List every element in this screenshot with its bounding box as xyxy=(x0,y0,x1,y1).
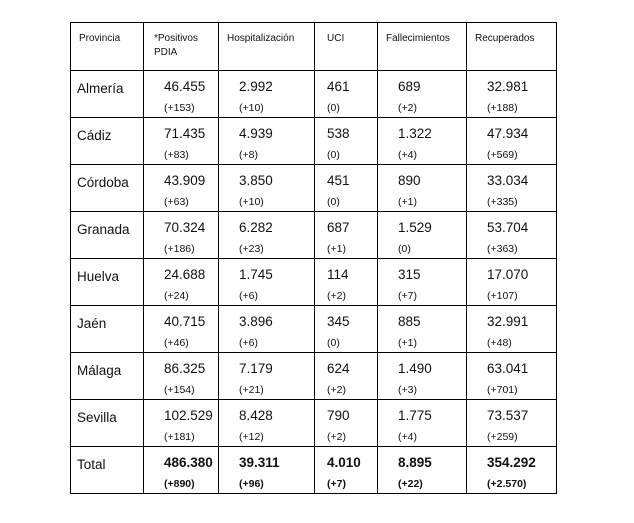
uci-delta: (0) xyxy=(327,337,340,349)
fallecimientos-value: 1.322 xyxy=(398,126,432,141)
table-row xyxy=(71,353,557,400)
fallecimientos-value: 1.529 xyxy=(398,220,432,235)
fallecimientos-value: 885 xyxy=(398,314,421,329)
uci-delta: (+2) xyxy=(327,384,346,396)
cell-fallecimientos xyxy=(378,259,467,306)
positivos-delta: (+83) xyxy=(164,149,189,161)
hospitalizacion-delta: (+23) xyxy=(239,243,264,255)
hospitalizacion-delta: (+6) xyxy=(239,290,258,302)
hospitalizacion-delta: (+10) xyxy=(239,102,264,114)
cell-recuperados xyxy=(467,306,557,353)
cell-recuperados xyxy=(467,400,557,447)
recuperados-delta: (+188) xyxy=(487,102,518,114)
recuperados-delta: (+107) xyxy=(487,290,518,302)
cell-provincia: Málaga xyxy=(71,353,144,400)
fallecimientos-delta: (+4) xyxy=(398,149,417,161)
hospitalizacion-value: 1.745 xyxy=(239,267,273,282)
recuperados-value: 17.070 xyxy=(487,267,529,282)
recuperados-delta: (+701) xyxy=(487,384,518,396)
fallecimientos-value: 1.490 xyxy=(398,361,432,376)
header-uci: UCI xyxy=(315,23,378,71)
uci-delta: (+2) xyxy=(327,431,346,443)
cell-provincia: Cádiz xyxy=(71,118,144,165)
fallecimientos-value: 315 xyxy=(398,267,421,282)
hospitalizacion-value: 3.850 xyxy=(239,173,273,188)
cell-positivos xyxy=(144,259,219,306)
recuperados-delta: (+2.570) xyxy=(487,478,527,490)
table-row xyxy=(71,118,557,165)
positivos-value: 43.909 xyxy=(164,173,206,188)
table-row xyxy=(71,259,557,306)
table-row xyxy=(71,71,557,118)
cell-recuperados xyxy=(467,212,557,259)
cell-recuperados xyxy=(467,353,557,400)
header-fallecimientos: Fallecimientos xyxy=(378,23,467,71)
fallecimientos-delta: (+3) xyxy=(398,384,417,396)
cell-provincia: Huelva xyxy=(71,259,144,306)
recuperados-value: 63.041 xyxy=(487,361,529,376)
recuperados-delta: (+259) xyxy=(487,431,518,443)
fallecimientos-value: 689 xyxy=(398,79,421,94)
cell-uci xyxy=(315,259,378,306)
uci-value: 114 xyxy=(327,267,349,282)
uci-value: 461 xyxy=(327,79,350,94)
cell-positivos xyxy=(144,165,219,212)
covid-andalucia-table-container xyxy=(70,22,556,494)
positivos-delta: (+24) xyxy=(164,290,189,302)
cell-recuperados xyxy=(467,165,557,212)
cell-hospitalizacion xyxy=(219,118,315,165)
table-row xyxy=(71,165,557,212)
fallecimientos-delta: (0) xyxy=(398,243,411,255)
hospitalizacion-delta: (+21) xyxy=(239,384,264,396)
positivos-delta: (+181) xyxy=(164,431,195,443)
fallecimientos-delta: (+4) xyxy=(398,431,417,443)
recuperados-delta: (+48) xyxy=(487,337,512,349)
hospitalizacion-delta: (+8) xyxy=(239,149,258,161)
cell-fallecimientos xyxy=(378,353,467,400)
table-row xyxy=(71,400,557,447)
cell-positivos xyxy=(144,306,219,353)
hospitalizacion-value: 7.179 xyxy=(239,361,273,376)
cell-fallecimientos xyxy=(378,306,467,353)
recuperados-value: 32.991 xyxy=(487,314,529,329)
cell-fallecimientos xyxy=(378,212,467,259)
hospitalizacion-delta: (+6) xyxy=(239,337,258,349)
cell-provincia: Almería xyxy=(71,71,144,118)
hospitalizacion-delta: (+12) xyxy=(239,431,264,443)
cell-provincia: Córdoba xyxy=(71,165,144,212)
uci-delta: (0) xyxy=(327,149,340,161)
cell-hospitalizacion xyxy=(219,259,315,306)
fallecimientos-delta: (+22) xyxy=(398,478,423,490)
header-hospitalizacion: Hospitalización xyxy=(219,23,315,71)
header-positivos: *Positivos PDIA xyxy=(144,23,219,71)
fallecimientos-value: 8.895 xyxy=(398,455,432,470)
positivos-delta: (+153) xyxy=(164,102,195,114)
cell-fallecimientos xyxy=(378,400,467,447)
header-provincia: Provincia xyxy=(71,23,144,71)
recuperados-delta: (+569) xyxy=(487,149,518,161)
header-recuperados: Recuperados xyxy=(467,23,557,71)
cell-positivos xyxy=(144,71,219,118)
cell-positivos xyxy=(144,447,219,494)
uci-delta: (+1) xyxy=(327,243,346,255)
recuperados-value: 47.934 xyxy=(487,126,529,141)
positivos-delta: (+46) xyxy=(164,337,189,349)
table-row xyxy=(71,212,557,259)
cell-hospitalizacion xyxy=(219,447,315,494)
fallecimientos-value: 890 xyxy=(398,173,421,188)
cell-hospitalizacion xyxy=(219,212,315,259)
positivos-delta: (+63) xyxy=(164,196,189,208)
cell-uci xyxy=(315,212,378,259)
uci-value: 4.010 xyxy=(327,455,361,470)
uci-value: 345 xyxy=(327,314,350,329)
recuperados-value: 354.292 xyxy=(487,455,536,470)
cell-recuperados xyxy=(467,71,557,118)
positivos-value: 70.324 xyxy=(164,220,206,235)
uci-value: 687 xyxy=(327,220,350,235)
table-body xyxy=(71,71,557,494)
fallecimientos-value: 1.775 xyxy=(398,408,432,423)
fallecimientos-delta: (+7) xyxy=(398,290,417,302)
positivos-value: 71.435 xyxy=(164,126,206,141)
positivos-value: 46.455 xyxy=(164,79,206,94)
cell-provincia: Total xyxy=(71,447,144,494)
positivos-delta: (+890) xyxy=(164,478,195,490)
cell-positivos xyxy=(144,212,219,259)
recuperados-delta: (+335) xyxy=(487,196,518,208)
cell-uci xyxy=(315,353,378,400)
positivos-value: 24.688 xyxy=(164,267,206,282)
uci-value: 790 xyxy=(327,408,350,423)
hospitalizacion-delta: (+96) xyxy=(239,478,264,490)
covid-andalucia-table xyxy=(70,22,557,494)
uci-value: 538 xyxy=(327,126,350,141)
hospitalizacion-value: 8.428 xyxy=(239,408,273,423)
cell-fallecimientos xyxy=(378,71,467,118)
table-row xyxy=(71,306,557,353)
hospitalizacion-value: 3.896 xyxy=(239,314,273,329)
cell-fallecimientos xyxy=(378,118,467,165)
fallecimientos-delta: (+2) xyxy=(398,102,417,114)
cell-uci xyxy=(315,118,378,165)
positivos-value: 102.529 xyxy=(164,408,213,423)
fallecimientos-delta: (+1) xyxy=(398,337,417,349)
cell-provincia: Sevilla xyxy=(71,400,144,447)
uci-delta: (0) xyxy=(327,196,340,208)
cell-recuperados xyxy=(467,118,557,165)
cell-fallecimientos xyxy=(378,447,467,494)
cell-provincia: Jaén xyxy=(71,306,144,353)
cell-recuperados xyxy=(467,447,557,494)
positivos-value: 86.325 xyxy=(164,361,206,376)
cell-fallecimientos xyxy=(378,165,467,212)
uci-delta: (0) xyxy=(327,102,340,114)
hospitalizacion-value: 39.311 xyxy=(239,455,280,470)
cell-positivos xyxy=(144,118,219,165)
hospitalizacion-delta: (+10) xyxy=(239,196,264,208)
positivos-value: 486.380 xyxy=(164,455,213,470)
recuperados-value: 53.704 xyxy=(487,220,529,235)
hospitalizacion-value: 2.992 xyxy=(239,79,273,94)
positivos-delta: (+186) xyxy=(164,243,195,255)
cell-uci xyxy=(315,447,378,494)
positivos-value: 40.715 xyxy=(164,314,206,329)
recuperados-delta: (+363) xyxy=(487,243,518,255)
recuperados-value: 73.537 xyxy=(487,408,529,423)
cell-hospitalizacion xyxy=(219,165,315,212)
header-row xyxy=(71,23,557,71)
uci-delta: (+2) xyxy=(327,290,346,302)
hospitalizacion-value: 4.939 xyxy=(239,126,273,141)
positivos-delta: (+154) xyxy=(164,384,195,396)
cell-uci xyxy=(315,400,378,447)
cell-hospitalizacion xyxy=(219,353,315,400)
cell-positivos xyxy=(144,353,219,400)
cell-hospitalizacion xyxy=(219,306,315,353)
fallecimientos-delta: (+1) xyxy=(398,196,417,208)
hospitalizacion-value: 6.282 xyxy=(239,220,273,235)
uci-value: 624 xyxy=(327,361,350,376)
uci-delta: (+7) xyxy=(327,478,346,490)
recuperados-value: 33.034 xyxy=(487,173,529,188)
uci-value: 451 xyxy=(327,173,350,188)
total-row xyxy=(71,447,557,494)
cell-uci xyxy=(315,306,378,353)
cell-recuperados xyxy=(467,259,557,306)
cell-uci xyxy=(315,71,378,118)
cell-hospitalizacion xyxy=(219,400,315,447)
cell-uci xyxy=(315,165,378,212)
cell-provincia: Granada xyxy=(71,212,144,259)
recuperados-value: 32.981 xyxy=(487,79,529,94)
cell-positivos xyxy=(144,400,219,447)
cell-hospitalizacion xyxy=(219,71,315,118)
